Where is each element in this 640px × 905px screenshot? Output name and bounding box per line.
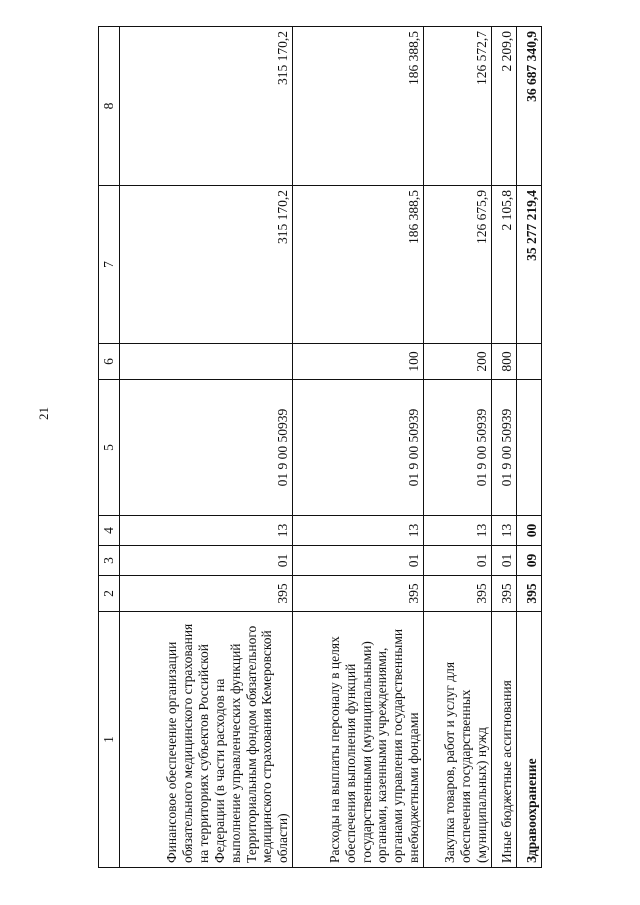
row-code-2: 395: [424, 576, 491, 612]
row-value-7: 315 170,2: [120, 186, 293, 344]
row-value-8: 126 572,7: [424, 27, 491, 186]
row-value-8: 315 170,2: [120, 27, 293, 186]
row-code-3: 01: [120, 546, 293, 576]
row-code-3: 01: [491, 546, 516, 576]
row-value-8: 36 687 340,9: [516, 27, 541, 186]
row-code-5: 01 9 00 50939: [491, 380, 516, 516]
row-code-5: 01 9 00 50939: [424, 380, 491, 516]
header-cell-3: 3: [99, 546, 120, 576]
page-number: 21: [36, 407, 51, 420]
header-cell-5: 5: [99, 380, 120, 516]
row-name: Иные бюджетные ассигнования: [491, 612, 516, 868]
row-code-4: 13: [293, 516, 424, 546]
row-code-3: 01: [424, 546, 491, 576]
row-value-7: 126 675,9: [424, 186, 491, 344]
row-value-7: 186 388,5: [293, 186, 424, 344]
header-cell-8: 8: [99, 27, 120, 186]
row-code-6: 100: [293, 344, 424, 380]
row-code-6: [516, 344, 541, 380]
row-code-2: 395: [516, 576, 541, 612]
row-value-7: 2 105,8: [491, 186, 516, 344]
header-row: [99, 27, 120, 868]
row-name: Здравоохранение: [516, 612, 541, 868]
row-code-4: 13: [424, 516, 491, 546]
header-cell-1: 1: [99, 612, 120, 868]
row-code-3: 09: [516, 546, 541, 576]
row-name: Финансовое обеспечение организации обязательного медицинского страхования на территориях субъектов Российской Федерации (в части расходов на выполнение управленческих функций Территориальным фондом обязательного медицинского страхования Кемеровской области): [120, 612, 293, 868]
row-code-5: 01 9 00 50939: [120, 380, 293, 516]
row-code-2: 395: [491, 576, 516, 612]
budget-table: [98, 26, 542, 868]
row-value-8: 186 388,5: [293, 27, 424, 186]
rotated-table-wrapper: [98, 27, 542, 868]
table-row: [491, 27, 516, 868]
table-row: [424, 27, 491, 868]
row-value-8: 2 209,0: [491, 27, 516, 186]
header-cell-2: 2: [99, 576, 120, 612]
row-code-4: 00: [516, 516, 541, 546]
row-code-5: [516, 380, 541, 516]
header-cell-4: 4: [99, 516, 120, 546]
row-code-4: 13: [120, 516, 293, 546]
table-row: [120, 27, 293, 868]
header-cell-7: 7: [99, 186, 120, 344]
table-row: [293, 27, 424, 868]
row-code-2: 395: [120, 576, 293, 612]
row-name: Закупка товаров, работ и услуг для обеспечения государственных (муниципальных) нужд: [424, 612, 491, 868]
row-code-3: 01: [293, 546, 424, 576]
row-code-6: 800: [491, 344, 516, 380]
row-value-7: 35 277 219,4: [516, 186, 541, 344]
row-code-4: 13: [491, 516, 516, 546]
row-code-2: 395: [293, 576, 424, 612]
table-row: [516, 27, 541, 868]
row-code-6: 200: [424, 344, 491, 380]
header-cell-6: 6: [99, 344, 120, 380]
row-name: Расходы на выплаты персоналу в целях обеспечения выполнения функций государственными (муниципальными) органами, казенными учреждениями, органами управления государственными внебюджетными фондами: [293, 612, 424, 868]
row-code-5: 01 9 00 50939: [293, 380, 424, 516]
row-code-6: [120, 344, 293, 380]
